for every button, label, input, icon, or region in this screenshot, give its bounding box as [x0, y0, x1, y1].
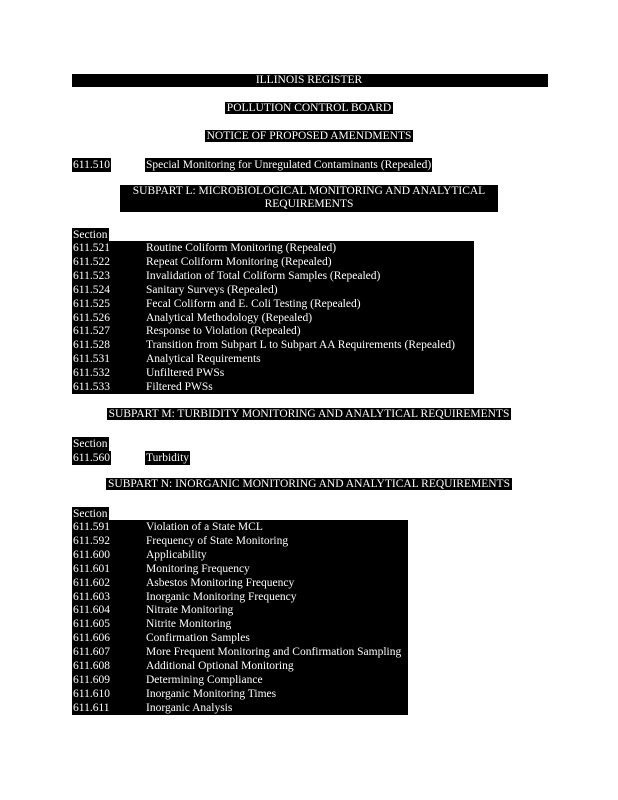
section-number: 611.521	[73, 242, 110, 254]
list-item-highlight	[72, 603, 408, 617]
section-title: Inorganic Monitoring Times	[146, 687, 277, 700]
section-title: Nitrite Monitoring	[146, 618, 232, 631]
list-item-highlight	[72, 701, 408, 715]
subpart-m-heading-line	[0, 408, 618, 421]
section-number: 611.605	[73, 618, 110, 631]
section-number: 611.610	[73, 687, 110, 700]
section-title: Inorganic Monitoring Frequency	[146, 590, 297, 603]
section-number: 611.525	[73, 297, 110, 310]
section-label: Section	[73, 229, 108, 241]
section-title: Analytical Methodology (Repealed)	[146, 311, 313, 324]
section-number: 611.532	[73, 367, 110, 380]
section-number: 611.607	[73, 646, 110, 659]
section-number: 611.591	[73, 521, 110, 533]
list-item-highlight	[72, 380, 474, 394]
notice-line	[0, 130, 618, 143]
section-number: 611.533	[73, 381, 110, 393]
section-title: Violation of a State MCL	[146, 521, 263, 533]
section-number: 611.606	[73, 632, 110, 645]
section-title: Inorganic Analysis	[146, 701, 233, 714]
section-title: Asbestos Monitoring Frequency	[146, 576, 295, 589]
section-number: 611.510	[73, 159, 110, 171]
section-number: 611.611	[73, 701, 110, 714]
subpart-l-heading	[120, 185, 498, 212]
subpart-n-heading-line	[0, 478, 618, 491]
section-title: Analytical Requirements	[146, 353, 261, 366]
list-item-highlight	[72, 617, 408, 631]
section-title: Response to Violation (Repealed)	[146, 325, 301, 338]
subpart-m-heading: SUBPART M: TURBIDITY MONITORING AND ANALYTICAL REQUIREMENTS	[108, 408, 510, 420]
subpart-l-heading-line1: SUBPART L: MICROBIOLOGICAL MONITORING AND ANALYTICAL	[132, 185, 486, 197]
register-title: ILLINOIS REGISTER	[255, 74, 363, 86]
notice-title: NOTICE OF PROPOSED AMENDMENTS	[206, 130, 412, 142]
section-number: 611.609	[73, 673, 110, 686]
section-number: 611.528	[73, 339, 110, 352]
section-title: Applicability	[146, 548, 207, 561]
list-item-highlight	[72, 366, 474, 380]
section-title: Invalidation of Total Coliform Samples (Repealed)	[146, 269, 381, 282]
section-label: Section	[73, 438, 108, 450]
section-title: Unfiltered PWSs	[146, 367, 225, 380]
section-title: Repeat Coliform Monitoring (Repealed)	[146, 255, 332, 268]
section-title: Filtered PWSs	[146, 381, 213, 393]
section-title: Monitoring Frequency	[146, 562, 250, 575]
section-number: 611.524	[73, 283, 110, 296]
section-number: 611.603	[73, 590, 110, 603]
section-title: Frequency of State Monitoring	[146, 534, 289, 547]
section-title: Fecal Coliform and E. Coli Testing (Repealed)	[146, 297, 361, 310]
section-number: 611.604	[73, 604, 110, 617]
section-title: Additional Optional Monitoring	[146, 660, 294, 672]
section-number: 611.527	[73, 325, 110, 338]
section-number: 611.523	[73, 269, 110, 282]
section-number: 611.602	[73, 576, 110, 589]
list-item-highlight	[72, 548, 408, 562]
section-number: 611.526	[73, 311, 110, 324]
subpart-n-heading: SUBPART N: INORGANIC MONITORING AND ANALYTICAL REQUIREMENTS	[108, 478, 510, 490]
section-number: 611.531	[73, 353, 110, 366]
section-number: 611.601	[73, 562, 110, 575]
section-title: Confirmation Samples	[146, 632, 250, 645]
section-number: 611.592	[73, 534, 110, 547]
section-title: Sanitary Surveys (Repealed)	[146, 283, 278, 296]
section-label: Section	[73, 508, 108, 520]
subpart-l-heading-line2: REQUIREMENTS	[264, 198, 354, 210]
list-item-highlight	[72, 352, 474, 366]
section-number: 611.600	[73, 548, 110, 561]
section-number: 611.608	[73, 660, 110, 672]
section-title: Turbidity	[146, 452, 190, 464]
section-title: Transition from Subpart L to Subpart AA Requirements (Repealed)	[146, 339, 455, 352]
section-title: Special Monitoring for Unregulated Contaminants (Repealed)	[146, 159, 432, 171]
board-name: POLLUTION CONTROL BOARD	[226, 102, 392, 114]
section-title: Nitrate Monitoring	[146, 604, 234, 617]
board-name-line	[0, 102, 618, 115]
section-number: 611.522	[73, 255, 110, 268]
section-title: Routine Coliform Monitoring (Repealed)	[146, 242, 337, 254]
section-title: Determining Compliance	[146, 673, 263, 686]
section-number: 611.560	[73, 452, 110, 464]
section-title: More Frequent Monitoring and Confirmation Sampling	[146, 646, 402, 659]
